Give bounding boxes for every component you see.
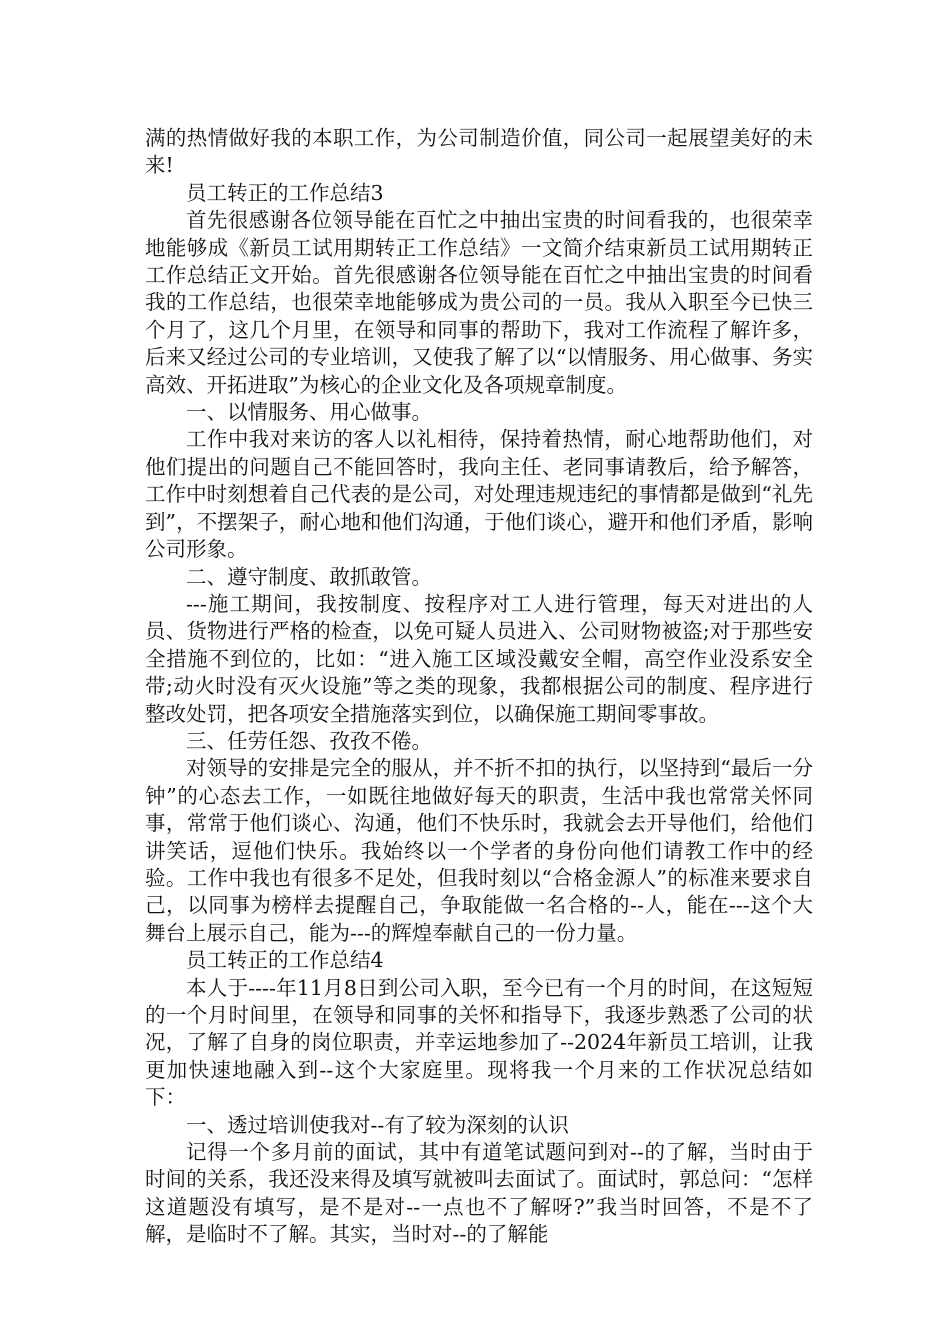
subheading-2: 二、遵守制度、敢抓敢管。 bbox=[186, 564, 432, 589]
paragraph: 首先很感谢各位领导能在百忙之中抽出宝贵的时间看我的，也很荣幸地能够成《新员工试用期转正工作总结》一文简介结束新员工试用期转正工作总结正文开始。首先很感谢各位领导能在百忙之中抽出宝贵的时间看我的工作总结，也很荣幸地能够成为贵公司的一员。我从入职至今已快三个月了，这几个月里，在领导和同事的帮助下，我对工作流程了解许多，后来又经过公司的专业培训，又使我了解了以“以情服务、用心做事、务实高效、开拓进取”为核心的企业文化及各项规章制度。 bbox=[145, 208, 813, 397]
subheading-training: 一、透过培训使我对--有了较为深刻的认识 bbox=[186, 1112, 569, 1137]
paragraph: 本人于----年11月8日到公司入职，至今已有一个月的时间，在这短短的一个月时间里，在领导和同事的关怀和指导下，我逐步熟悉了公司的状况，了解了自身的岗位职责，并幸运地参加了--2024年新员工培训，让我更加快速地融入到--这个大家庭里。现将我一个月来的工作状况总结如下： bbox=[145, 975, 813, 1110]
paragraph: 对领导的安排是完全的服从，并不折不扣的执行，以坚持到“最后一分钟”的心态去工作，一如既往地做好每天的职责，生活中我也常常关怀同事，常常于他们谈心、沟通，他们不快乐时，我就会去开导他们，给他们讲笑话，逗他们快乐。我始终以一个学者的身份向他们请教工作中的经验。工作中我也有很多不足处，但我时刻以“合格金源人”的标准来要求自己，以同事为榜样去提醒自己，争取能做一名合格的--人，能在---这个大舞台上展示自己，能为---的辉煌奉献自己的一份力量。 bbox=[145, 756, 813, 945]
section-heading-summary-3: 员工转正的工作总结3 bbox=[186, 180, 384, 205]
paragraph: 工作中我对来访的客人以礼相待，保持着热情，耐心地帮助他们，对他们提出的问题自己不能回答时，我向主任、老同事请教后，给予解答，工作中时刻想着自己代表的是公司，对处理违规违纪的事情都是做到“礼先到”，不摆架子，耐心地和他们沟通，于他们谈心，避开和他们矛盾，影响公司形象。 bbox=[145, 427, 813, 562]
paragraph-continuation: 满的热情做好我的本职工作，为公司制造价值，同公司一起展望美好的未来! bbox=[145, 126, 813, 178]
paragraph: ---施工期间，我按制度、按程序对工人进行管理，每天对进出的人员、货物进行严格的检查，以免可疑人员进入、公司财物被盗;对于那些安全措施不到位的，比如：“进入施工区域没戴安全帽，高空作业没系安全带;动火时没有灭火设施”等之类的现象，我都根据公司的制度、程序进行整改处罚，把各项安全措施落实到位，以确保施工期间零事故。 bbox=[145, 591, 813, 726]
paragraph: 记得一个多月前的面试，其中有道笔试题问到对--的了解，当时由于时间的关系，我还没来得及填写就被叫去面试了。面试时，郭总问：“怎样这道题没有填写，是不是对--一点也不了解呀?”我当时回答，不是不了解，是临时不了解。其实，当时对--的了解能 bbox=[145, 1140, 813, 1247]
section-heading-summary-4: 员工转正的工作总结4 bbox=[186, 948, 384, 973]
subheading-3: 三、任劳任怨、孜孜不倦。 bbox=[186, 728, 432, 753]
subheading-1: 一、以情服务、用心做事。 bbox=[186, 400, 432, 425]
document-body bbox=[145, 125, 813, 1249]
